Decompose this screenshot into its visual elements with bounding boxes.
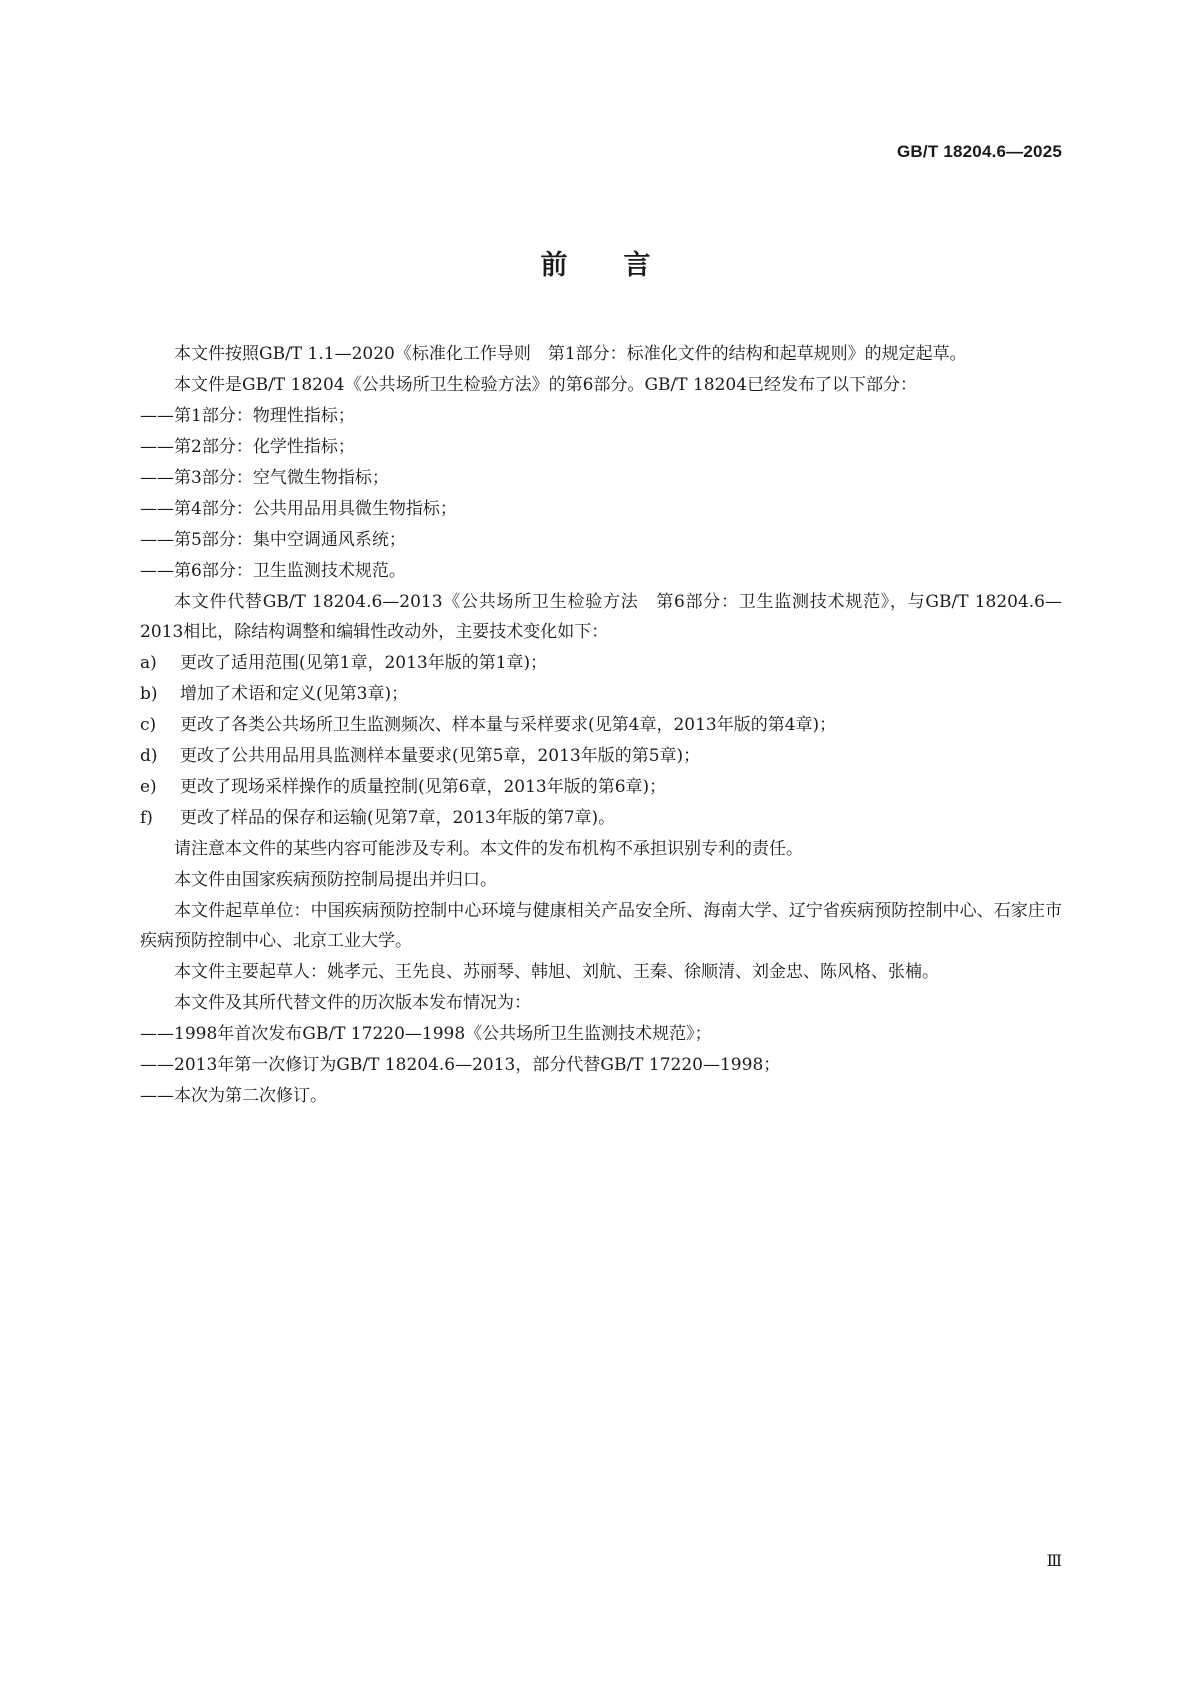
paragraph-drafters: 本文件主要起草人：姚孝元、王先良、苏丽琴、韩旭、刘航、王秦、徐顺清、刘金忠、陈风格、张楠。 [174,962,939,982]
list-text: 更改了样品的保存和运输(见第7章，2013年版的第7章)。 [180,808,616,828]
part-list-item: ——第2部分：化学性指标； [140,437,355,457]
list-text: 更改了现场采样操作的质量控制(见第6章，2013年版的第6章)； [180,777,667,797]
part-list-item: ——第3部分：空气微生物指标； [140,468,389,488]
list-marker: f) [140,808,153,828]
foreword-body [140,339,1062,1112]
paragraph-drafting-basis: 本文件按照GB/T 1.1—2020《标准化工作导则 第1部分：标准化文件的结构和起草规则》的规定起草。 [174,344,967,364]
change-list-item [140,803,1062,833]
change-list-item [140,648,1062,678]
standard-code: GB/T 18204.6—2025 [897,142,1062,161]
change-list-item [140,679,1062,709]
page-title: 前言 [540,250,707,281]
part-list-item: ——第6部分：卫生监测技术规范。 [140,561,406,581]
list-text: 更改了公共用品用具监测样本量要求(见第5章，2013年版的第5章)； [180,746,701,766]
paragraph-history-intro: 本文件及其所代替文件的历次版本发布情况为： [174,993,531,1013]
paragraph-patent-notice: 请注意本文件的某些内容可能涉及专利。本文件的发布机构不承担识别专利的责任。 [174,839,803,859]
history-list-item: ——1998年首次发布GB/T 17220—1998《公共场所卫生监测技术规范》； [140,1024,712,1044]
part-list-item: ——第1部分：物理性指标； [140,406,355,426]
change-list-item [140,710,1062,740]
paragraph-series-intro: 本文件是GB/T 18204《公共场所卫生检验方法》的第6部分。GB/T 18204已经发布了以下部分： [174,375,918,395]
list-marker: b) [140,684,158,704]
page-number: Ⅲ [1046,1551,1062,1570]
list-text: 增加了术语和定义(见第3章)； [180,684,409,704]
paragraph-drafting-units: 本文件起草单位：中国疾病预防控制中心环境与健康相关产品安全所、海南大学、辽宁省疾病预防控制中心、石家庄市疾病预防控制中心、北京工业大学。 [140,901,1062,951]
part-list-item: ——第5部分：集中空调通风系统； [140,530,406,550]
change-list-item [140,741,1062,771]
paragraph-replacement: 本文件代替GB/T 18204.6—2013《公共场所卫生检验方法 第6部分：卫生监测技术规范》，与GB/T 18204.6—2013相比，除结构调整和编辑性改动外，主要技术变化如下： [140,592,1062,642]
history-list-item: ——2013年第一次修订为GB/T 18204.6—2013，部分代替GB/T 17220—1998； [140,1055,781,1075]
history-list-item: ——本次为第二次修订。 [140,1086,327,1106]
list-marker: d) [140,746,158,766]
list-text: 更改了适用范围(见第1章，2013年版的第1章)； [180,653,548,673]
list-marker: c) [140,715,157,735]
paragraph-proposer: 本文件由国家疾病预防控制局提出并归口。 [174,870,497,890]
list-text: 更改了各类公共场所卫生监测频次、样本量与采样要求(见第4章，2013年版的第4章)； [180,715,837,735]
change-list-item [140,772,1062,802]
list-marker: a) [140,653,157,673]
list-marker: e) [140,777,157,797]
part-list-item: ——第4部分：公共用品用具微生物指标； [140,499,457,519]
